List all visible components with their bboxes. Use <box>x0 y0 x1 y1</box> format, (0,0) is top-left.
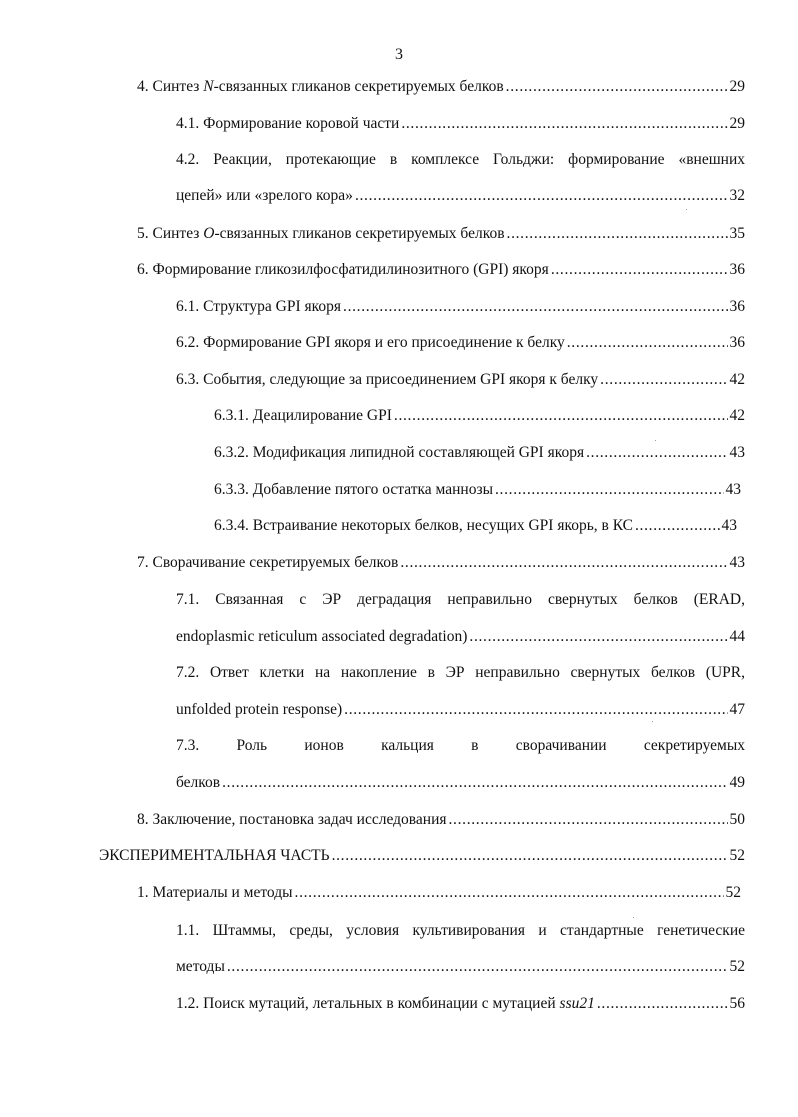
toc-entry-page: 42 <box>729 371 745 388</box>
toc-word: ионов <box>304 737 344 754</box>
toc-entry-page: 36 <box>729 334 745 351</box>
toc-entry-page: 43 <box>721 517 737 534</box>
toc-entry-page: 52 <box>729 847 745 864</box>
toc-entry-8 <box>137 811 745 829</box>
toc-entry-page: 43 <box>729 554 745 571</box>
toc-entry-label: ЭКСПЕРИМЕНТАЛЬНАЯ ЧАСТЬ <box>99 847 330 864</box>
toc-entry-7-2-line1: 7.2. Ответ клетки на накопление в ЭР неправильно свернутых белков (UPR, <box>176 664 745 681</box>
toc-entry-label: 6.3. События, следующие за присоединением GPI якоря к белку <box>176 371 599 388</box>
dot-leader <box>506 78 728 96</box>
toc-entry-4 <box>137 78 745 96</box>
dot-leader <box>222 774 727 792</box>
dot-leader <box>507 225 728 243</box>
toc-entry-label: белков <box>176 774 221 791</box>
toc-entry-label: 6.2. Формирование GPI якоря и его присоединение к белку <box>176 334 565 351</box>
toc-entry-page: 43 <box>725 481 741 498</box>
toc-entry-4-2-line1: 4.2. Реакции, протекающие в комплексе Гольджи: формирование «внешних <box>176 151 745 168</box>
toc-entry-6-3-3 <box>214 481 741 499</box>
dot-leader <box>355 187 728 205</box>
dot-leader <box>449 811 728 829</box>
dot-leader <box>344 701 727 719</box>
toc-entry-6-3-4 <box>214 517 737 535</box>
toc-entry-e1 <box>137 884 741 902</box>
scan-speck <box>655 440 656 441</box>
toc-word: Роль <box>236 737 268 754</box>
scan-speck <box>652 721 653 722</box>
toc-entry-7-1-line1: 7.1. Связанная с ЭР деградация неправильно свернутых белков (ERAD, <box>176 591 745 608</box>
toc-entry-label: методы <box>176 958 225 975</box>
dot-leader <box>227 958 728 976</box>
toc-entry-label: 1. Материалы и методы <box>137 884 293 901</box>
toc-entry-page: 43 <box>729 444 745 461</box>
toc-entry-label: 6.3.1. Деацилирование GPI <box>214 407 392 424</box>
toc-entry-6-3 <box>176 371 745 389</box>
toc-word: в <box>471 737 479 754</box>
dot-leader <box>635 517 720 535</box>
toc-entry-page: 35 <box>729 225 745 242</box>
toc-entry-page: 47 <box>729 701 745 718</box>
toc-entry-6-3-2 <box>214 444 745 462</box>
toc-entry-label: endoplasmic reticulum associated degradation) <box>176 628 468 645</box>
toc-entry-e1-2 <box>176 995 745 1013</box>
toc-entry-label: 4. Синтез N-связанных гликанов секретируемых белков <box>137 78 504 95</box>
toc-entry-6-2 <box>176 334 745 352</box>
toc-entry-page: 29 <box>729 115 745 132</box>
dot-leader <box>495 481 724 499</box>
toc-entry-page: 32 <box>729 187 745 204</box>
dot-leader <box>401 115 727 133</box>
toc-word: 7.3. <box>176 737 200 754</box>
toc-entry-7-1 <box>176 628 745 646</box>
toc-entry-label: 7. Сворачивание секретируемых белков <box>137 554 399 571</box>
dot-leader <box>600 371 727 389</box>
toc-entry-page: 42 <box>729 407 745 424</box>
dot-leader <box>597 995 728 1013</box>
scan-speck <box>633 917 634 918</box>
toc-entry-page: 50 <box>729 811 745 828</box>
scan-speck <box>686 209 687 210</box>
toc-entry-4-1 <box>176 115 745 133</box>
dot-leader <box>332 847 728 865</box>
toc-entry-label: 4.1. Формирование коровой части <box>176 115 400 132</box>
dot-leader <box>295 884 724 902</box>
toc-entry-label: 6. Формирование гликозилфосфатидилинозитного (GPI) якоря <box>137 261 549 278</box>
dot-leader <box>343 298 727 316</box>
toc-entry-7-3-line1 <box>176 737 745 755</box>
toc-entry-page: 29 <box>729 78 745 95</box>
toc-entry-e1-1-line1: 1.1. Штаммы, среды, условия культивирования и стандартные генетические <box>176 922 745 939</box>
toc-entry-page: 49 <box>729 774 745 791</box>
toc-entry-label: цепей» или «зрелого кора» <box>176 187 353 204</box>
toc-word: кальция <box>381 737 434 754</box>
dot-leader <box>394 407 728 425</box>
toc-entry-page: 56 <box>729 995 745 1012</box>
toc-entry-7 <box>137 554 745 572</box>
dot-leader <box>567 334 728 352</box>
toc-entry-page: 36 <box>729 298 745 315</box>
toc-entry-label: 6.3.2. Модификация липидной составляющей GPI якоря <box>214 444 585 461</box>
toc-entry-7-3 <box>176 774 745 792</box>
toc-entry-page: 52 <box>729 958 745 975</box>
toc-entry-label: 1.2. Поиск мутаций, летальных в комбинации с мутацией ssu21 <box>176 995 595 1012</box>
toc-entry-label: 6.1. Структура GPI якоря <box>176 298 342 315</box>
toc-entry-label: 6.3.3. Добавление пятого остатка маннозы <box>214 481 493 498</box>
toc-entry-5 <box>137 225 745 243</box>
page-number: 3 <box>395 46 403 63</box>
toc-entry-6-1 <box>176 298 745 316</box>
toc-entry-4-2 <box>176 187 745 205</box>
dot-leader <box>469 628 727 646</box>
toc-word: сворачивании <box>515 737 607 754</box>
toc-entry-label: 5. Синтез O-связанных гликанов секретируемых белков <box>137 225 505 242</box>
dot-leader <box>551 261 728 279</box>
toc-entry-6 <box>137 261 745 279</box>
toc-entry-6-3-1 <box>214 407 745 425</box>
toc-entry-label: 6.3.4. Встраивание некоторых белков, несущих GPI якорь, в КС <box>214 517 633 534</box>
toc-entry-label: 8. Заключение, постановка задач исследования <box>137 811 447 828</box>
toc-entry-experimental <box>99 847 745 865</box>
toc-entry-page: 44 <box>729 628 745 645</box>
toc-word: секретируемых <box>643 737 745 754</box>
toc-entry-7-2 <box>176 701 745 719</box>
dot-leader <box>400 554 727 572</box>
dot-leader <box>586 444 727 462</box>
toc-entry-page: 52 <box>725 884 741 901</box>
toc-entry-label: unfolded protein response) <box>176 701 343 718</box>
toc-entry-page: 36 <box>729 261 745 278</box>
toc-entry-e1-1 <box>176 958 745 976</box>
